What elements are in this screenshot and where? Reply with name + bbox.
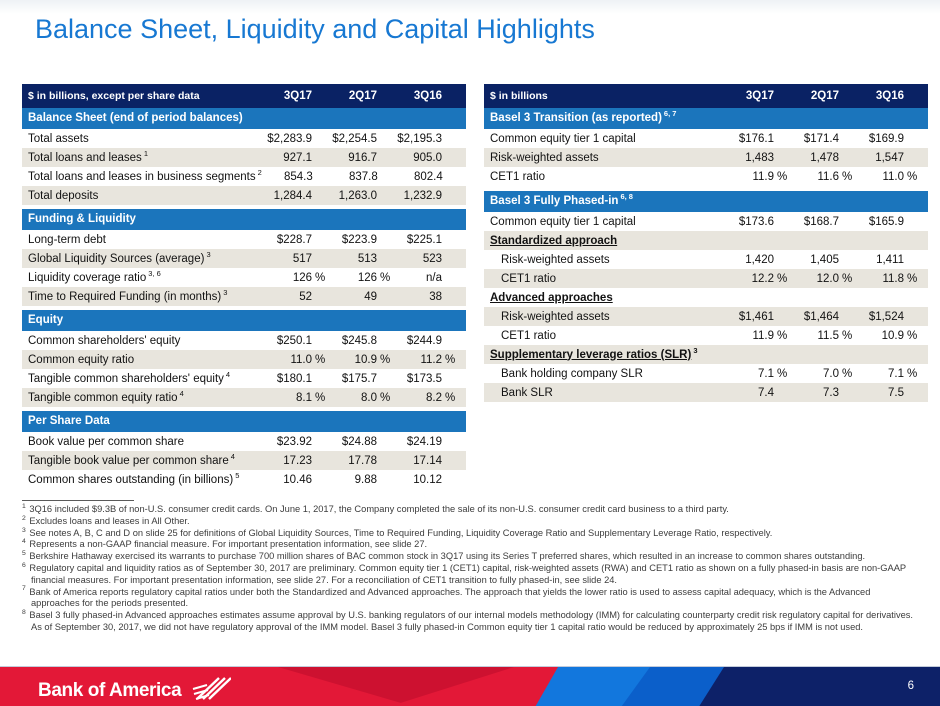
table-subheading-row [484,231,928,250]
cell-suffix: % [777,367,788,380]
page-title: Balance Sheet, Liquidity and Capital Highlights [35,14,595,44]
cell-value: 523 [422,252,442,265]
cell-value: 126 [292,271,312,284]
bank-of-america-logo-text: Bank of America [38,679,182,701]
top-gradient [0,0,940,14]
cell-value: 11.9 [752,170,774,183]
row-label: Bank holding company SLR [501,367,643,380]
section-header: Funding & Liquidity [22,209,466,230]
row-label: Common equity tier 1 capital [490,132,636,145]
footnote: $^6$ Regulatory capital and liquidity ratios as of September 30, 2017 are preliminary. Common equity tier 1 (CET1) capital, risk-weighted assets (RWA) and CET1 ratio as shown on a fully phased-in basis are non-GAAP financial measures. For important presentation information, see slide 27. For a reconciliation of CET1 transition to fully phased-in, see slide 24. [22,561,906,585]
regulatory-capital-table [484,84,928,402]
row-label: Total loans and leases $^1$ [28,148,148,164]
footnote: $^3$ See notes A, B, C and D on slide 25 for definitions of Global Liquidity Sources, Time to Required Funding, Liquidity Coverage Ratio and Supplementary Leverage Ratio, respectively. [22,526,773,538]
table-row [22,451,466,470]
cell-value: 1,284.4 [273,189,312,202]
footnote: $^7$ Bank of America reports regulatory capital ratios under both the Standardized and Advanced approaches. The approach that yields the lower ratio is used to assess capital adequacy, which is the Advanced approaches for the periods presented. [22,585,871,609]
cell-value: 11.0 [290,353,312,366]
cell-value: $1,524 [868,310,904,323]
cell-value: $245.8 [341,334,377,347]
cell-value: 8.2 [426,391,442,404]
cell-value: 10.12 [413,473,442,486]
table-row [22,167,466,186]
cell-value: 7.5 [888,386,904,399]
row-label: Risk-weighted assets [501,253,610,266]
cell-value: 1,420 [745,253,774,266]
table-row [22,432,466,451]
cell-value: 905.0 [413,151,442,164]
table-row [484,167,928,186]
cell-value: 10.46 [283,473,312,486]
cell-value: $24.19 [406,435,442,448]
cell-value: 7.3 [823,386,839,399]
cell-value: 854.3 [283,170,313,183]
footnote-list [22,504,920,634]
cell-value: $165.9 [868,215,904,228]
cell-value: 837.8 [348,170,378,183]
cell-value: 7.4 [758,386,774,399]
cell-value: $171.4 [803,132,839,145]
column-header: 2Q17 [348,90,377,102]
cell-value: $169.9 [868,132,904,145]
cell-value: 49 [364,290,377,303]
cell-suffix: % [842,170,853,183]
table-row [22,186,466,205]
bofa-flag-icon [191,676,231,706]
row-label: Standardized approach [490,234,618,247]
row-label: Tangible book value per common share $^4$ [28,451,235,467]
row-label: Common shareholders' equity [28,334,181,347]
cell-value: 802.4 [413,170,443,183]
footer-bar [0,666,940,706]
table-row [22,287,466,306]
section-header: Equity [22,310,466,331]
column-header: 3Q16 [413,90,442,102]
cell-suffix: % [315,391,326,404]
cell-value: $2,195.3 [397,132,442,145]
footnote: $^2$ Excludes loans and leases in All Other. [22,514,190,526]
table-row [22,369,466,388]
cell-value: 17.23 [283,454,312,467]
table-row [22,268,466,287]
cell-suffix: % [907,329,918,342]
cell-value: $228.7 [276,233,312,246]
table-row [22,129,466,148]
footnote: $^4$ Represents a non-GAAP financial measure. For important presentation information, see slide 27. [22,538,428,550]
cell-value: 1,405 [810,253,839,266]
cell-value: 11.0 [882,170,904,183]
cell-value: 10.9 [354,353,377,366]
column-header: 2Q17 [810,90,839,102]
cell-value: 1,483 [745,151,774,164]
cell-value: 11.9 [752,329,774,342]
cell-value: $175.7 [341,372,377,385]
cell-value: n/a [426,271,442,284]
cell-value: 1,478 [810,151,839,164]
cell-suffix: % [842,329,853,342]
cell-value: $223.9 [341,233,377,246]
footnote: $^8$ Basel 3 fully phased-in Advanced approaches estimates assume approval by U.S. banking regulators of our internal models methodology (IMM) for calculating counterparty credit risk regulatory capital for derivatives. As of September 30, 2017, we did not have regulatory approval of the IMM model. Basel 3 fully phased-in Common equity tier 1 capital ratio would be reduced by approximately 25 bps if IMM is not used. [22,609,914,632]
cell-value: $176.1 [738,132,774,145]
cell-suffix: % [380,353,391,366]
row-label: Common equity ratio [28,353,135,366]
bank-of-america-logo [38,675,231,706]
cell-value: 10.9 [881,329,904,342]
table-row [22,249,466,268]
row-label: Common shares outstanding (in billions) $^5$ [28,470,240,486]
footnote: $^5$ Berkshire Hathaway exercised its warrants to purchase 700 million shares of BAC common stock in 3Q17 using its Series T preferred shares, which resulted in an increase to common shares outstanding. [22,550,866,562]
cell-suffix: % [907,170,918,183]
cell-suffix: % [777,272,788,285]
row-label: Long-term debt [28,233,106,246]
cell-value: 17.78 [348,454,377,467]
cell-value: 12.2 [751,272,774,285]
section-header: Per Share Data [22,411,466,432]
table-row [484,269,928,288]
cell-value: $2,283.9 [267,132,312,145]
table-header-row [484,84,928,108]
table-row [22,350,466,369]
table-row [484,148,928,167]
cell-value: 9.88 [354,473,377,486]
row-label: Common equity tier 1 capital [490,215,636,228]
table-row [484,250,928,269]
cell-suffix: % [315,271,326,284]
row-label: Book value per common share [28,435,184,448]
footnote: $^1$ 3Q16 included $9.3B of non-U.S. consumer credit cards. On June 1, 2017, the Company completed the sale of its non-U.S. consumer credit card business to a third party. [22,502,729,514]
cell-value: $168.7 [803,215,839,228]
cell-value: $250.1 [276,334,312,347]
table-subheading-row [484,345,928,364]
cell-value: $1,464 [803,310,839,323]
cell-suffix: % [907,367,918,380]
cell-value: 8.1 [296,391,312,404]
row-label: Supplementary leverage ratios (SLR) $^3$ [490,345,698,361]
footnotes-block [22,500,920,634]
table-row [22,148,466,167]
cell-suffix: % [777,329,788,342]
table-row [22,470,466,489]
table-row [22,331,466,350]
cell-suffix: % [315,353,326,366]
cell-suffix: % [445,391,456,404]
page-number: 6 [907,680,914,692]
row-label: Total assets [28,132,89,145]
section-header: Basel 3 Transition (as reported) $^{6, 7}$ [484,108,928,129]
table-header-label: $ in billions [490,90,548,102]
row-label: CET1 ratio [501,272,556,285]
column-header: 3Q17 [745,90,774,102]
cell-value: 1,411 [876,253,904,266]
row-label: Risk-weighted assets [501,310,610,323]
row-label: Time to Required Funding (in months) $^3$ [28,287,228,303]
cell-value: 11.6 [817,170,839,183]
row-label: Total loans and leases in business segments $^2$ [28,167,262,183]
cell-value: 1,263.0 [338,189,377,202]
cell-value: 17.14 [413,454,442,467]
cell-suffix: % [907,272,918,285]
cell-value: 916.7 [348,151,377,164]
row-label: Global Liquidity Sources (average) $^3$ [28,249,211,265]
cell-value: $2,254.5 [332,132,377,145]
cell-value: 11.2 [420,353,442,366]
cell-value: $173.5 [406,372,442,385]
table-row [484,307,928,326]
cell-suffix: % [842,272,853,285]
section-header: Balance Sheet (end of period balances) [22,108,466,129]
cell-value: 513 [357,252,377,265]
cell-value: 1,232.9 [403,189,442,202]
cell-suffix: % [380,391,391,404]
table-row [484,326,928,345]
cell-suffix: % [445,353,456,366]
row-label: Liquidity coverage ratio $^{3, 6}$ [28,268,161,284]
cell-value: $23.92 [276,435,312,448]
cell-value: 52 [299,290,312,303]
table-row [484,212,928,231]
row-label: Total deposits [28,189,99,202]
row-label: Risk-weighted assets [490,151,599,164]
table-row [484,383,928,402]
cell-value: 11.8 [882,272,904,285]
row-label: CET1 ratio [490,170,545,183]
cell-value: 1,547 [875,151,904,164]
table-row [22,230,466,249]
cell-value: 7.0 [823,367,839,380]
column-header: 3Q16 [875,90,904,102]
cell-value: 517 [292,252,312,265]
balance-sheet-liquidity-table [22,84,466,489]
cell-value: $1,461 [738,310,774,323]
cell-value: 38 [429,290,442,303]
cell-suffix: % [777,170,788,183]
cell-suffix: % [380,271,391,284]
column-header: 3Q17 [283,90,312,102]
row-label: Tangible common equity ratio $^4$ [28,388,184,404]
table-header-row [22,84,466,108]
cell-suffix: % [842,367,853,380]
cell-value: 7.1 [758,367,774,380]
table-header-label: $ in billions, except per share data [28,90,200,102]
row-label: CET1 ratio [501,329,556,342]
cell-value: 7.1 [888,367,904,380]
cell-value: $173.6 [738,215,774,228]
cell-value: $180.1 [276,372,312,385]
cell-value: 11.5 [817,329,839,342]
table-row [22,388,466,407]
table-row [484,364,928,383]
cell-value: 927.1 [283,151,312,164]
cell-value: 12.0 [816,272,839,285]
cell-value: $225.1 [406,233,442,246]
cell-value: 8.0 [361,391,377,404]
row-label: Advanced approaches [490,291,613,304]
row-label: Tangible common shareholders' equity $^4$ [28,369,231,385]
table-subheading-row [484,288,928,307]
section-header: Basel 3 Fully Phased-in $^{6, 8}$ [484,191,928,212]
cell-value: $244.9 [406,334,442,347]
row-label: Bank SLR [501,386,553,399]
table-row [484,129,928,148]
footnote-divider [22,500,134,501]
cell-value: $24.88 [341,435,377,448]
cell-value: 126 [357,271,377,284]
